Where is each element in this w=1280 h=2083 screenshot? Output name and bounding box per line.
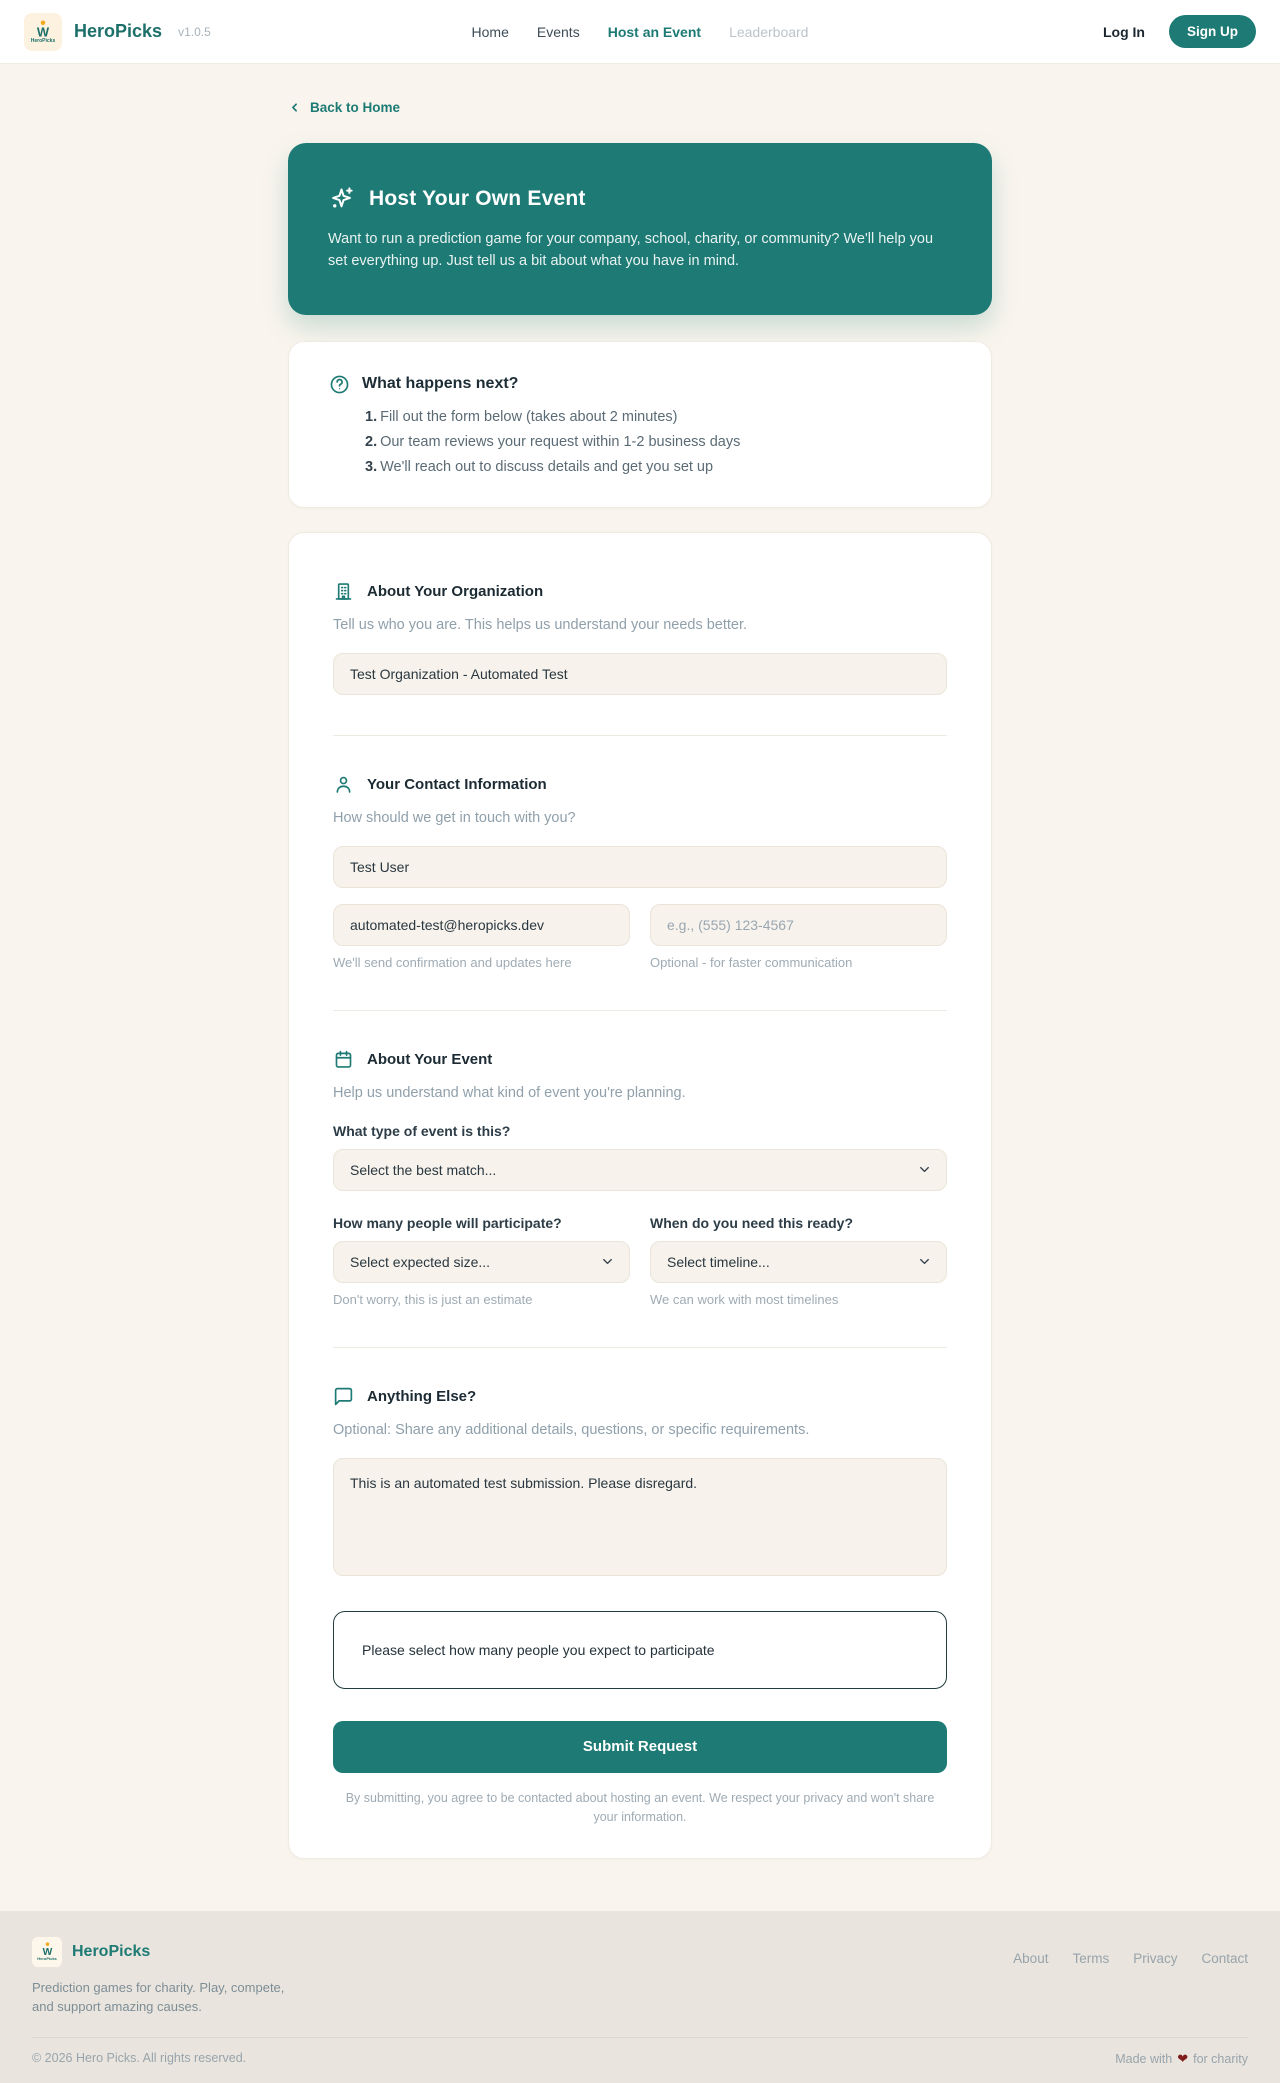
svg-text:W: W — [42, 1947, 52, 1958]
contact-section-subtitle: How should we get in touch with you? — [333, 809, 576, 826]
footer-link-about[interactable]: About — [1013, 1950, 1049, 1966]
email-input[interactable] — [333, 904, 630, 946]
participants-label: How many people will participate? — [333, 1214, 562, 1231]
notes-section-subtitle: Optional: Share any additional details, questions, or specific requirements. — [333, 1421, 810, 1438]
notes-section-title: Anything Else? — [367, 1387, 477, 1405]
app-version: v1.0.5 — [178, 24, 211, 39]
step-number: 1. — [365, 408, 378, 425]
section-event — [333, 1011, 947, 1348]
phone-helper-text: Optional - for faster communication — [650, 954, 853, 970]
event-type-select[interactable] — [333, 1149, 947, 1191]
building-icon — [333, 581, 354, 602]
heropicks-logo-icon — [24, 13, 62, 51]
auth-actions — [808, 15, 1256, 48]
for-charity-text: for charity — [1193, 2051, 1248, 2066]
login-button[interactable]: Log In — [1103, 23, 1145, 40]
made-with-text: Made with — [1115, 2051, 1173, 2066]
chevron-down-icon — [917, 1162, 932, 1177]
event-section-subtitle: Help us understand what kind of event you're planning. — [333, 1084, 686, 1101]
section-contact — [333, 736, 947, 1011]
brand-name: HeroPicks — [74, 21, 163, 41]
footer-link-contact[interactable]: Contact — [1201, 1950, 1248, 1966]
footer-brand-block — [32, 1937, 302, 2017]
step-number: 2. — [365, 433, 378, 450]
phone-field-group — [650, 904, 947, 970]
logo-mini-wordmark: HeroPicks — [37, 1956, 57, 1962]
main-nav — [472, 24, 809, 40]
participants-select-value: Select expected size... — [350, 1253, 491, 1270]
chevron-down-icon — [917, 1254, 932, 1269]
organization-section-subtitle: Tell us who you are. This helps us understand your needs better. — [333, 616, 748, 633]
section-organization — [333, 543, 947, 736]
nav-home[interactable]: Home — [471, 23, 509, 40]
validation-alert — [333, 1611, 947, 1689]
footer-brand-name: HeroPicks — [72, 1942, 151, 1960]
timeline-field-group — [650, 1215, 947, 1307]
email-field-group — [333, 904, 630, 970]
validation-alert-message: Please select how many people you expect to participate — [362, 1641, 715, 1658]
footer-divider — [32, 2037, 1248, 2038]
chevron-down-icon — [600, 1254, 615, 1269]
copyright-text: © 2026 Hero Picks. All rights reserved. — [32, 2050, 247, 2065]
help-circle-icon — [329, 374, 350, 395]
organization-name-input[interactable] — [333, 653, 947, 695]
step-item — [365, 409, 951, 425]
submit-request-button[interactable]: Submit Request — [333, 1721, 947, 1773]
email-helper-text: We'll send confirmation and updates here — [333, 954, 572, 970]
event-section-title: About Your Event — [367, 1050, 493, 1068]
section-notes — [333, 1348, 947, 1581]
timeline-helper-text: We can work with most timelines — [650, 1291, 839, 1307]
notes-textarea[interactable] — [333, 1458, 947, 1576]
timeline-select[interactable] — [650, 1241, 947, 1283]
step-text: Fill out the form below (takes about 2 minutes) — [380, 408, 678, 425]
footer-link-terms[interactable]: Terms — [1072, 1950, 1110, 1966]
step-text: Our team reviews your request within 1-2 business days — [380, 433, 741, 450]
size-field-group — [333, 1215, 630, 1307]
event-type-select-value: Select the best match... — [350, 1161, 497, 1178]
step-item — [365, 459, 951, 475]
hero-banner — [288, 143, 992, 315]
steps-title: What happens next? — [362, 375, 519, 393]
timeline-select-value: Select timeline... — [667, 1253, 770, 1270]
calendar-icon — [333, 1049, 354, 1070]
chevron-left-icon — [288, 101, 301, 114]
participants-helper-text: Don't worry, this is just an estimate — [333, 1291, 533, 1307]
page-footer — [0, 1911, 1280, 2083]
nav-host-an-event[interactable]: Host an Event — [607, 23, 702, 40]
footer-links — [1013, 1951, 1248, 1966]
made-with-love — [1115, 2051, 1248, 2067]
step-number: 3. — [365, 458, 378, 475]
what-happens-next-card — [288, 341, 992, 508]
steps-list — [365, 409, 951, 475]
logo-mini-wordmark: HeroPicks — [30, 37, 56, 44]
page-content — [288, 64, 992, 1911]
organization-section-title: About Your Organization — [367, 582, 544, 600]
footer-link-privacy[interactable]: Privacy — [1133, 1950, 1178, 1966]
brand[interactable] — [24, 13, 472, 51]
host-event-form-card — [288, 532, 992, 1859]
phone-input[interactable] — [650, 904, 947, 946]
participants-select[interactable] — [333, 1241, 630, 1283]
back-to-home-link[interactable] — [288, 100, 400, 115]
step-item — [365, 434, 951, 450]
back-to-home-label: Back to Home — [310, 100, 401, 115]
svg-text:W: W — [36, 23, 50, 39]
user-icon — [333, 774, 354, 795]
timeline-label: When do you need this ready? — [650, 1214, 854, 1231]
contact-section-title: Your Contact Information — [367, 775, 547, 793]
message-square-icon — [333, 1386, 354, 1407]
signup-button[interactable]: Sign Up — [1169, 15, 1256, 48]
top-navigation-bar — [0, 0, 1280, 64]
step-text: We'll reach out to discuss details and get you set up — [380, 458, 714, 475]
event-type-label: What type of event is this? — [333, 1122, 511, 1139]
nav-leaderboard[interactable]: Leaderboard — [729, 23, 809, 40]
heart-icon: ❤ — [1177, 2050, 1189, 2066]
nav-events[interactable]: Events — [536, 23, 580, 40]
page-title: Host Your Own Event — [369, 186, 586, 210]
submit-disclaimer: By submitting, you agree to be contacted about hosting an event. We respect your privacy and won't share your information. — [345, 1790, 935, 1825]
footer-tagline: Prediction games for charity. Play, compete, and support amazing causes. — [32, 1979, 285, 2015]
sparkles-icon — [328, 185, 355, 212]
heropicks-logo-icon — [32, 1937, 62, 1967]
hero-description: Want to run a prediction game for your company, school, charity, or community? We'll help you set everything up. Just tell us a bit about what you have in mind. — [328, 231, 934, 270]
contact-name-input[interactable] — [333, 846, 947, 888]
